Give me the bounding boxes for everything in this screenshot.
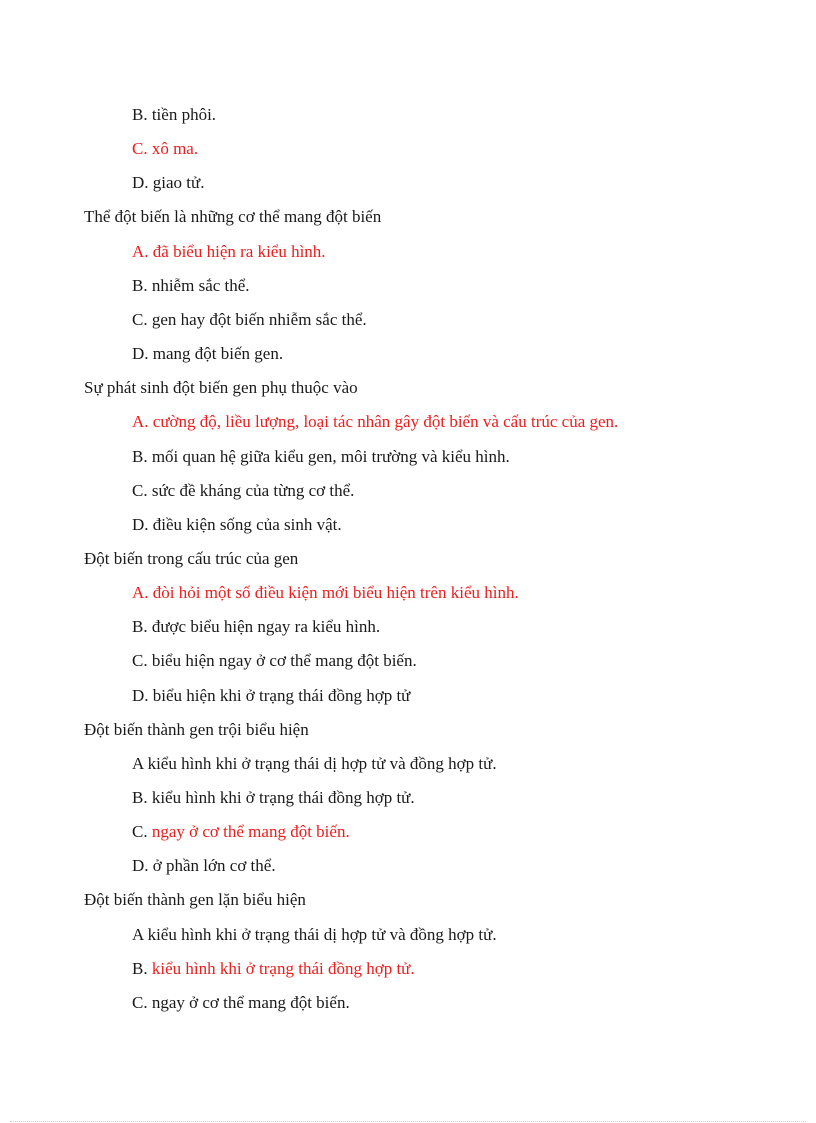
answer-option — [132, 754, 497, 774]
correct-option — [132, 412, 618, 432]
correct-option — [132, 959, 415, 979]
answer-option — [132, 515, 342, 535]
answer-option — [132, 993, 350, 1013]
option-letter: C. — [132, 822, 152, 842]
line-text: B. được biểu hiện ngay ra kiểu hình. — [132, 617, 381, 637]
answer-option — [132, 344, 283, 364]
answer-option — [132, 856, 276, 876]
line-text: ngay ở cơ thể mang đột biến. — [151, 822, 350, 842]
answer-option — [132, 651, 417, 671]
answer-option — [132, 617, 380, 637]
line-text: C. sức đề kháng của từng cơ thể. — [132, 480, 355, 500]
line-text: D. ở phần lớn cơ thể. — [132, 856, 276, 876]
line-text: D. biểu hiện khi ở trạng thái đồng hợp tử — [132, 685, 411, 705]
line-text: A kiểu hình khi ở trạng thái dị hợp tử và đồng hợp tử. — [132, 753, 497, 773]
line-text: D. mang đột biến gen. — [132, 344, 284, 363]
line-text: Đột biến thành gen trội biểu hiện — [84, 719, 309, 739]
line-text: C. biểu hiện ngay ở cơ thể mang đột biến. — [132, 651, 417, 671]
question-text — [84, 549, 298, 569]
line-text: A. đòi hỏi một số điều kiện mới biểu hiện trên kiểu hình. — [132, 583, 519, 603]
option-letter: B. — [132, 958, 152, 978]
line-text: A. cường độ, liều lượng, loại tác nhân gây đột biến và cấu trúc của gen. — [132, 412, 619, 432]
line-text: Đột biến trong cấu trúc của gen — [84, 549, 299, 568]
line-text: Thể đột biến là những cơ thể mang đột biến — [84, 207, 382, 227]
answer-option — [132, 686, 410, 706]
answer-option — [132, 447, 510, 467]
answer-option — [132, 925, 497, 945]
line-text: B. tiền phôi. — [132, 105, 217, 124]
line-text: kiểu hình khi ở trạng thái đồng hợp tử. — [151, 958, 415, 978]
line-text: C. xô ma. — [132, 139, 199, 159]
question-text — [84, 720, 309, 740]
answer-option — [132, 276, 250, 296]
line-text: A. đã biểu hiện ra kiểu hình. — [132, 241, 326, 261]
question-text — [84, 207, 381, 227]
correct-option — [132, 822, 350, 842]
page-bottom-rule — [10, 1121, 806, 1122]
line-text: B. mối quan hệ giữa kiểu gen, môi trường và kiểu hình. — [132, 446, 510, 466]
line-text: Sự phát sinh đột biến gen phụ thuộc vào — [84, 378, 358, 398]
question-text — [84, 378, 358, 398]
correct-option — [132, 583, 519, 603]
line-text: C. ngay ở cơ thể mang đột biến. — [132, 992, 350, 1012]
line-text: D. giao tử. — [132, 173, 205, 193]
answer-option — [132, 310, 367, 330]
answer-option — [132, 173, 204, 193]
line-text: A kiểu hình khi ở trạng thái dị hợp tử và đồng hợp tử. — [132, 924, 497, 944]
answer-option — [132, 481, 354, 501]
line-text: B. kiểu hình khi ở trạng thái đồng hợp tử. — [132, 788, 415, 807]
correct-option — [132, 139, 198, 159]
question-text — [84, 890, 306, 910]
line-text: B. nhiễm sắc thể. — [132, 275, 250, 295]
correct-option — [132, 242, 326, 262]
line-text: D. điều kiện sống của sinh vật. — [132, 514, 342, 534]
answer-option — [132, 105, 216, 125]
line-text: Đột biến thành gen lặn biểu hiện — [84, 890, 306, 910]
answer-option — [132, 788, 415, 808]
line-text: C. gen hay đột biến nhiễm sắc thể. — [132, 309, 367, 329]
